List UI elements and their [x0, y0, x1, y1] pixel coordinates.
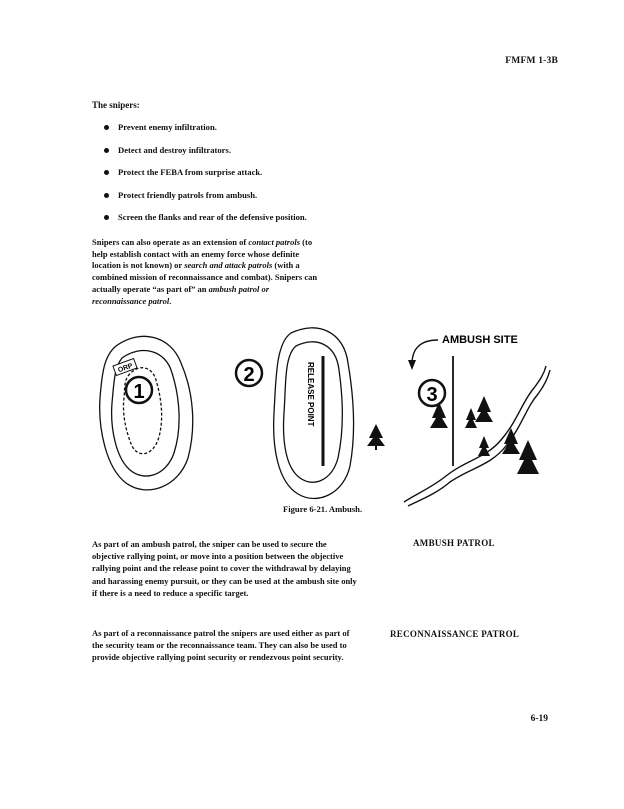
svg-text:ORP: ORP: [117, 362, 134, 375]
list-item: Protect friendly patrols from ambush.: [104, 190, 307, 213]
release-point-label: RELEASE POINT: [306, 362, 315, 427]
reconnaissance-patrol-heading: RECONNAISSANCE PATROL: [390, 629, 520, 639]
ambush-patrol-heading: AMBUSH PATROL: [413, 538, 495, 548]
list-item: Prevent enemy infiltration.: [104, 122, 307, 145]
sniper-tasks-list: [104, 122, 307, 235]
ambush-figure: [86, 318, 556, 518]
list-item: Screen the flanks and rear of the defensive position.: [104, 212, 307, 235]
ambush-pointer-arrow: [412, 340, 438, 364]
page-number: 6-19: [530, 714, 548, 724]
bullet-icon: [104, 193, 109, 198]
step-1-number: 1: [133, 381, 145, 403]
patrol-extension-paragraph: Snipers can also operate as an extension of contact patrols (to help establish contact with an enemy force whose definite location is not known) or search and attack patrols (with a combined mission of reconnaissance and combat). Snipers can actually operate “as part of” an ambush patrol or reconnaissance patrol.: [92, 237, 318, 306]
intro-text: The snipers:: [92, 100, 140, 110]
step-2-number: 2: [243, 364, 255, 386]
bullet-icon: [104, 148, 109, 153]
bullet-icon: [104, 125, 109, 130]
bullet-icon: [104, 170, 109, 175]
orp-marker: [113, 359, 137, 376]
bullet-icon: [104, 215, 109, 220]
step-3-number: 3: [426, 384, 438, 406]
ambush-patrol-paragraph: As part of an ambush patrol, the sniper can be used to secure the objective rallying point, or move into a position between the objective rallying point and the release point to cover the withdrawal by delaying and harassing enemy pursuit, or they can be used at the ambush site only if there is a need to reduce a specific target.: [92, 539, 357, 598]
tree-icon: [430, 396, 539, 474]
terrain-contour-1: [100, 336, 193, 490]
list-item: Protect the FEBA from surprise attack.: [104, 167, 307, 190]
ambush-site-label: AMBUSH SITE: [442, 334, 518, 346]
reconnaissance-patrol-paragraph: As part of a reconnaissance patrol the snipers are used either as part of the security team or the reconnaissance team. They can also be used to provide objective rallying point security or rendezvous point security.: [92, 628, 350, 663]
list-item: Detect and destroy infiltrators.: [104, 145, 307, 168]
figure-caption: Figure 6-21. Ambush.: [283, 504, 363, 514]
arrowhead-icon: [408, 360, 416, 370]
document-id-header: FMFM 1-3B: [505, 56, 558, 66]
tree-icon: [367, 424, 385, 450]
